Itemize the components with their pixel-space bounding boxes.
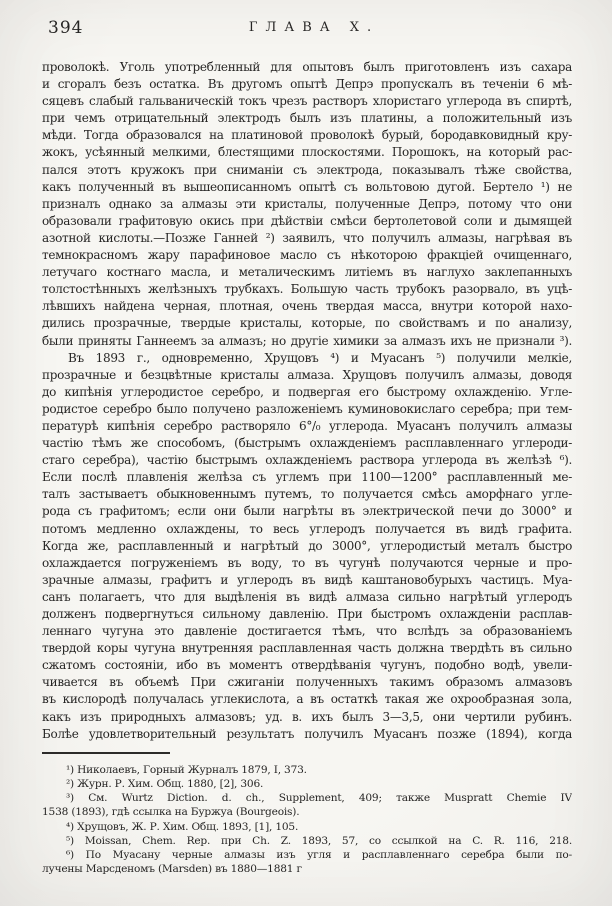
- text-line: дились прозрачные, твердые кристалы, которые, по свойствамъ и по анализу,: [42, 316, 572, 331]
- text-line: родистое серебро было получено разложеніемъ куминовокислаго серебра; при тем-: [42, 401, 572, 416]
- text-line: до кипѣнія углеродистое серебро, и подвергая его быстрому охлажденію. Угле-: [42, 384, 572, 399]
- text-line: стаго серебра), частію быстрымъ охлажденіемъ раствора углерода въ желѣзѣ ⁶).: [42, 453, 572, 468]
- main-text: [0, 42, 612, 743]
- text-line: какъ полученный въ вышеописанномъ опытѣ съ вольтовою дугой. Бертело ¹) не: [42, 179, 572, 194]
- text-line: толстостѣнныхъ желѣзныхъ трубкахъ. Большую часть трубокъ разорвало, въ уцѣ-: [42, 282, 572, 297]
- text-line: сяцевъ слабый гальваническій токъ чрезъ растворъ хлористаго углерода въ спиртѣ,: [42, 94, 572, 109]
- text-line: чивается въ объемѣ При сжиганіи полученныхъ такимъ образомъ алмазовъ: [42, 675, 572, 690]
- text-line: прозрачные и безцвѣтные кристалы алмаза. Хрущовъ получилъ алмазы, доводя: [42, 367, 572, 382]
- footnote-line: 1538 (1893), гдѣ ссылка на Буржуа (Bourgeois).: [42, 806, 300, 819]
- text-line: летучаго костнаго масла, и металическимъ литіемъ въ наглухо заклепанныхъ: [42, 265, 572, 280]
- text-line: пался этотъ кружокъ при сниманіи съ электрода, показывалъ тѣже свойства,: [42, 162, 572, 177]
- text-line-paragraph-start: Въ 1893 г., одновременно, Хрущовъ ⁴) и Муасанъ ⁵) получили мелкіе,: [68, 350, 572, 365]
- text-line: сжатомъ состояніи, ибо въ моментъ отвердѣванія чугунъ, подобно водѣ, увели-: [42, 658, 572, 673]
- text-line: мѣди. Тогда образовался на платиновой проволокѣ бурый, бородавковидный кру-: [42, 128, 572, 143]
- text-line: образовали графитовую окись при дѣйствіи смѣси бертолетовой соли и дымящей: [42, 213, 572, 228]
- footnotes: [0, 761, 612, 877]
- text-line: какъ изъ природныхъ алмазовъ; уд. в. ихъ былъ 3—3,5, они чертили рубинъ.: [42, 709, 572, 724]
- text-line: Болѣе удовлетворительный результатъ получилъ Муасанъ позже (1894), когда: [42, 726, 572, 741]
- text-line: и сгоралъ безъ остатка. Въ другомъ опытѣ Депрэ пропускалъ въ теченіи 6 мѣ-: [42, 77, 572, 92]
- footnote-line: ⁴) Хрущовъ, Ж. Р. Хим. Общ. 1893, [1], 105.: [66, 820, 299, 833]
- chapter-title: ГЛАВА X.: [248, 20, 380, 35]
- text-line: призналъ однако за алмазы эти кристалы, полученные Депрэ, потому что они: [42, 196, 572, 211]
- running-header: [0, 0, 612, 42]
- text-line: частію тѣмъ же способомъ, (быстрымъ охлажденіемъ расплавленнаго углероди-: [42, 436, 572, 451]
- text-line: темнокрасномъ жару парафиновое масло съ нѣкоторою фракціей очищеннаго,: [42, 248, 572, 263]
- text-line: леннаго чугуна это давленіе достигается тѣмъ, что вслѣдъ за образованіемъ: [42, 624, 572, 639]
- text-line: были приняты Ганнеемъ за алмазъ; но другіе химики за алмазъ ихъ не признали ³).: [42, 333, 572, 348]
- footnote-line: ⁵) Moissan, Chem. Rep. при Ch. Z. 1893, 57, со ссылкой на C. R. 116, 218.: [66, 834, 572, 847]
- footnote-line: ¹) Николаевъ, Горный Журналъ 1879, I, 373.: [66, 763, 307, 776]
- text-line: при чемъ отрицательный электродъ былъ изъ платины, а положительный изъ: [42, 111, 572, 126]
- footnote-line: ⁶) По Муасану черные алмазы изъ угля и расплавленнаго серебра были по-: [66, 848, 572, 861]
- text-line: лѣвшихъ найдена черная, плотная, очень твердая масса, внутри которой нахо-: [42, 299, 572, 314]
- text-line: твердой коры чугуна внутренняя расплавленная часть должна твердѣть въ сильно: [42, 641, 572, 656]
- text-line: жокъ, усѣянный мелкими, блестящими плоскостями. Порошокъ, на который рас-: [42, 145, 572, 160]
- footnote-line: ³) См. Wurtz Diction. d. ch., Supplement, 409; также Muspratt Chemie IV: [66, 792, 572, 805]
- page-number: 394: [48, 18, 84, 38]
- footnote-separator-rule: [42, 752, 170, 754]
- footnote-line: ²) Журн. Р. Хим. Общ. 1880, [2], 306.: [66, 777, 264, 790]
- text-line: долженъ подвергнуться сильному давленію. При быстромъ охлажденіи расплав-: [42, 607, 572, 621]
- text-line: санъ полагаетъ, что для выдѣленія въ видѣ алмаза сильно нагрѣтый углеродъ: [42, 589, 572, 604]
- text-line: азотной кислоты.—Позже Ганней ²) заявилъ, что получилъ алмазы, нагрѣвая въ: [42, 230, 572, 245]
- footnote-line: лучены Марсденомъ (Marsden) въ 1880—1881 г: [42, 863, 302, 876]
- text-line: пературѣ кипѣнія серебро растворяло 6°/₀ углерода. Муасанъ получилъ алмазы: [42, 418, 572, 433]
- text-line: рода съ графитомъ; если они были нагрѣты въ электрической печи до 3000° и: [42, 504, 572, 519]
- text-line: охлаждается погруженіемъ въ воду, то въ чугунѣ получаются черные и про-: [42, 555, 572, 570]
- text-line: въ кислородѣ получалась углекислота, а въ остаткѣ такая же охрообразная зола,: [42, 692, 572, 707]
- text-line: талъ застываетъ обыкновеннымъ путемъ, то получается смѣсь аморфнаго угле-: [42, 487, 572, 502]
- text-line: Если послѣ плавленія желѣза съ углемъ при 1100—1200° расплавленный ме-: [42, 470, 572, 485]
- text-line: зрачные алмазы, графитъ и углеродъ въ видѣ каштановобурыхъ частицъ. Муа-: [42, 572, 572, 587]
- text-line: потомъ медленно охлаждены, то весь углеродъ получается въ видѣ графита.: [42, 521, 572, 536]
- text-line: Когда же, расплавленный и нагрѣтый до 3000°, углеродистый металъ быстро: [42, 538, 572, 553]
- text-line: проволокѣ. Уголь употребленный для опытовъ былъ приготовленъ изъ сахара: [42, 60, 572, 74]
